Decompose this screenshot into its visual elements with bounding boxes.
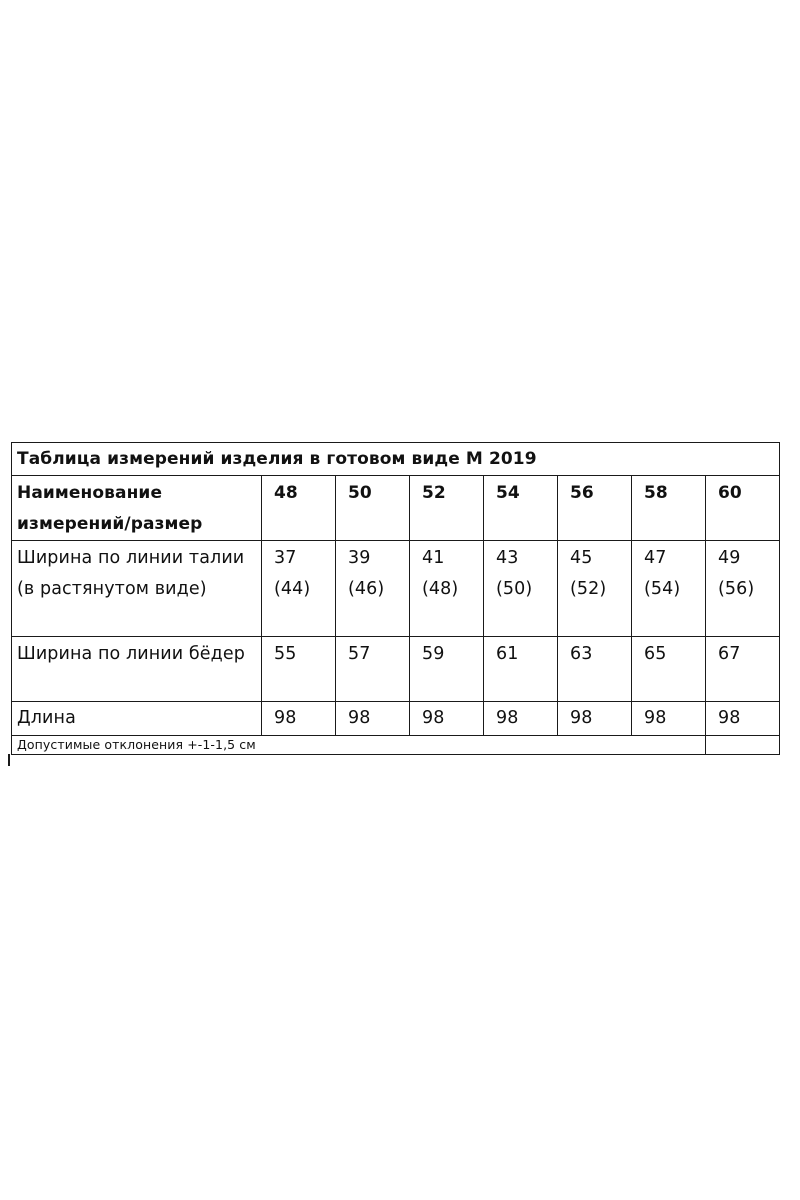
cell-value-stretched: (54) [644, 579, 681, 599]
cell-value-stretched: (56) [718, 579, 755, 599]
table-title: Таблица измерений изделия в готовом виде М 2019 [12, 443, 780, 476]
cell-value-stretched: (50) [496, 579, 533, 599]
table-cell [336, 541, 410, 637]
size-header: 60 [706, 476, 780, 541]
table-cell [632, 541, 706, 637]
cell-value-stretched: (48) [422, 579, 459, 599]
size-header: 56 [558, 476, 632, 541]
table-cell [410, 541, 484, 637]
row-label: Ширина по линии талии (в растянутом виде) [12, 541, 262, 637]
table-note-row [12, 736, 780, 755]
cell-value: 98 [410, 702, 484, 736]
table-cell [484, 541, 558, 637]
size-header: 52 [410, 476, 484, 541]
cell-value: 61 [484, 637, 558, 702]
cell-value: 37 [274, 548, 297, 568]
size-header: 50 [336, 476, 410, 541]
cell-value: 59 [410, 637, 484, 702]
row-label: Ширина по линии бёдер [12, 637, 262, 702]
cell-value: 41 [422, 548, 445, 568]
cell-value: 57 [336, 637, 410, 702]
table-row-length [12, 702, 780, 736]
cell-value: 65 [632, 637, 706, 702]
cell-value: 67 [706, 637, 780, 702]
table-cell [706, 541, 780, 637]
margin-tick [8, 754, 10, 766]
table-cell [558, 541, 632, 637]
table-row-waist [12, 541, 780, 637]
cell-value-stretched: (44) [274, 579, 311, 599]
cell-value-stretched: (46) [348, 579, 385, 599]
cell-value: 45 [570, 548, 593, 568]
size-header: 54 [484, 476, 558, 541]
cell-value: 98 [484, 702, 558, 736]
cell-value: 43 [496, 548, 519, 568]
empty-cell [706, 736, 780, 755]
cell-value: 47 [644, 548, 667, 568]
table-title-row [12, 443, 780, 476]
row-label: Длина [12, 702, 262, 736]
measurements-table [11, 442, 780, 755]
cell-value: 98 [336, 702, 410, 736]
table-cell [262, 541, 336, 637]
size-header: 48 [262, 476, 336, 541]
table-row-hips [12, 637, 780, 702]
cell-value: 39 [348, 548, 371, 568]
cell-value: 98 [706, 702, 780, 736]
size-header: 58 [632, 476, 706, 541]
table-header-row [12, 476, 780, 541]
cell-value: 98 [558, 702, 632, 736]
tolerance-note: Допустимые отклонения +-1-1,5 см [12, 736, 706, 755]
cell-value: 49 [718, 548, 741, 568]
header-label: Наименование измерений/размер [12, 476, 262, 541]
cell-value: 98 [262, 702, 336, 736]
cell-value: 98 [632, 702, 706, 736]
cell-value-stretched: (52) [570, 579, 607, 599]
cell-value: 63 [558, 637, 632, 702]
cell-value: 55 [262, 637, 336, 702]
